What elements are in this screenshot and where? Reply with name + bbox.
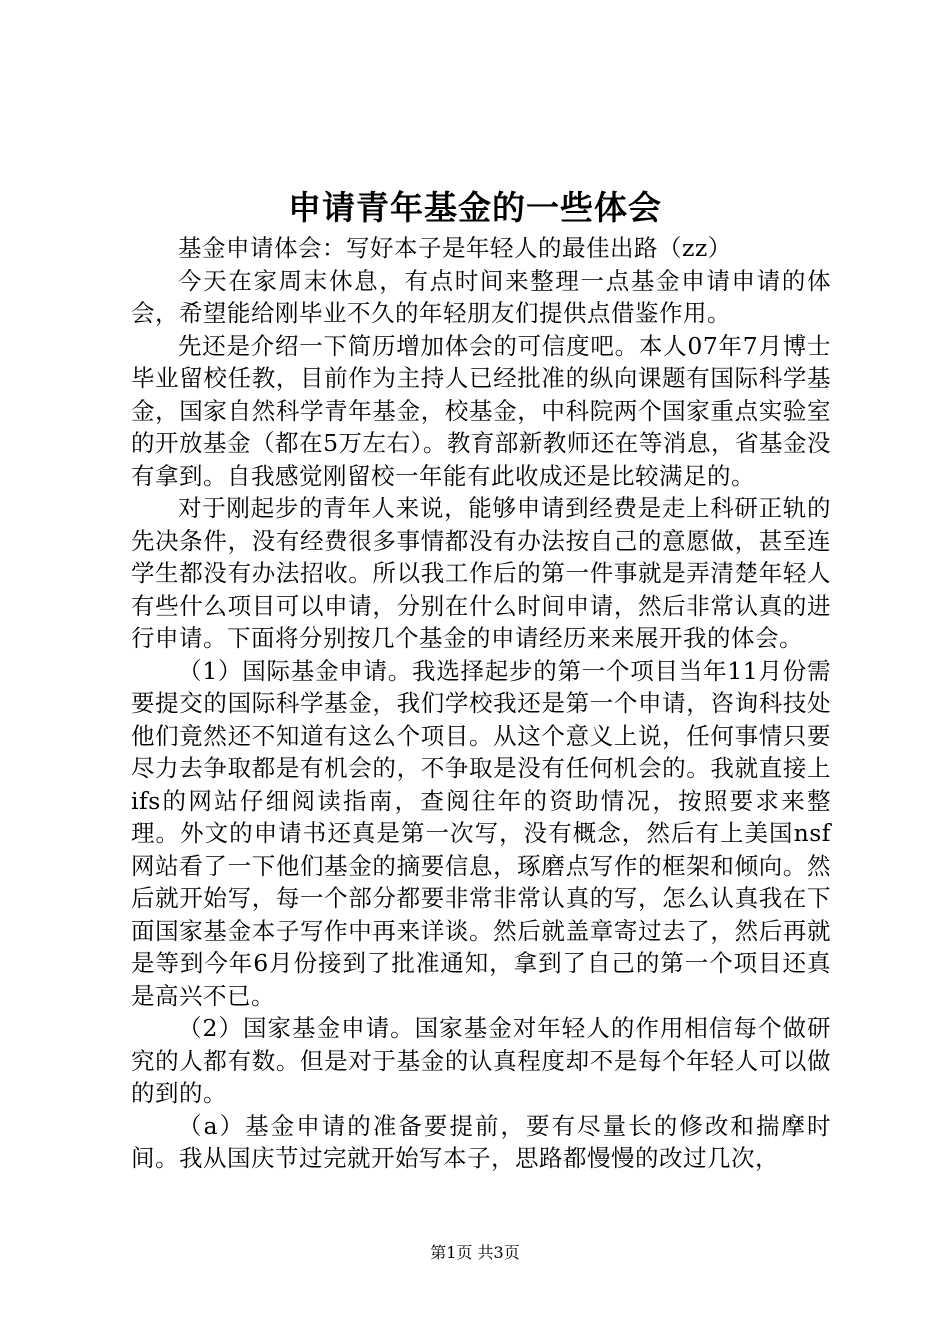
document-body xyxy=(131,232,831,1175)
document-title: 申请青年基金的一些体会 xyxy=(288,188,662,227)
paragraph: （2）国家基金申请。国家基金对年轻人的作用相信每个做研究的人都有数。但是对于基金的认真程度却不是每个年轻人可以做的到的。 xyxy=(131,1014,831,1107)
paragraph: 先还是介绍一下简历增加体会的可信度吧。本人07年7月博士毕业留校任教，目前作为主持人已经批准的纵向课题有国际科学基金，国家自然科学青年基金，校基金，中科院两个国家重点实验室的开放基金（都在5万左右）。教育部新教师还在等消息，省基金没有拿到。自我感觉刚留校一年能有此收成还是比较满足的。 xyxy=(131,331,831,490)
paragraph: 对于刚起步的青年人来说，能够申请到经费是走上科研正轨的先决条件，没有经费很多事情都没有办法按自己的意愿做，甚至连学生都没有办法招收。所以我工作后的第一件事就是弄清楚年轻人有些什么项目可以申请，分别在什么时间申请，然后非常认真的进行申请。下面将分别按几个基金的申请经历来来展开我的体会。 xyxy=(131,494,831,652)
paragraph: 基金申请体会：写好本子是年轻人的最佳出路（zz） xyxy=(178,234,732,262)
paragraph: 今天在家周末休息，有点时间来整理一点基金申请申请的体会，希望能给刚毕业不久的年轻朋友们提供点借鉴作用。 xyxy=(131,266,831,327)
page-footer: 第1页 共3页 xyxy=(430,1243,520,1262)
paragraph: （a）基金申请的准备要提前，要有尽量长的修改和揣摩时间。我从国庆节过完就开始写本子，思路都慢慢的改过几次， xyxy=(131,1111,831,1172)
paragraph: （1）国际基金申请。我选择起步的第一个项目当年11月份需要提交的国际科学基金，我们学校我还是第一个申请，咨询科技处他们竟然还不知道有这么个项目。从这个意义上说，任何事情只要尽力去争取都是有机会的，不争取是没有任何机会的。我就直接上ifs的网站仔细阅读指南，查阅往年的资助情况，按照要求来整理。外文的申请书还真是第一次写，没有概念，然后有上美国nsf网站看了一下他们基金的摘要信息，琢磨点写作的框架和倾向。然后就开始写，每一个部分都要非常非常认真的写，怎么认真我在下面国家基金本子写作中再来详谈。然后就盖章寄过去了，然后再就是等到今年6月份接到了批准通知，拿到了自己的第一个项目还真是高兴不已。 xyxy=(131,656,831,1010)
